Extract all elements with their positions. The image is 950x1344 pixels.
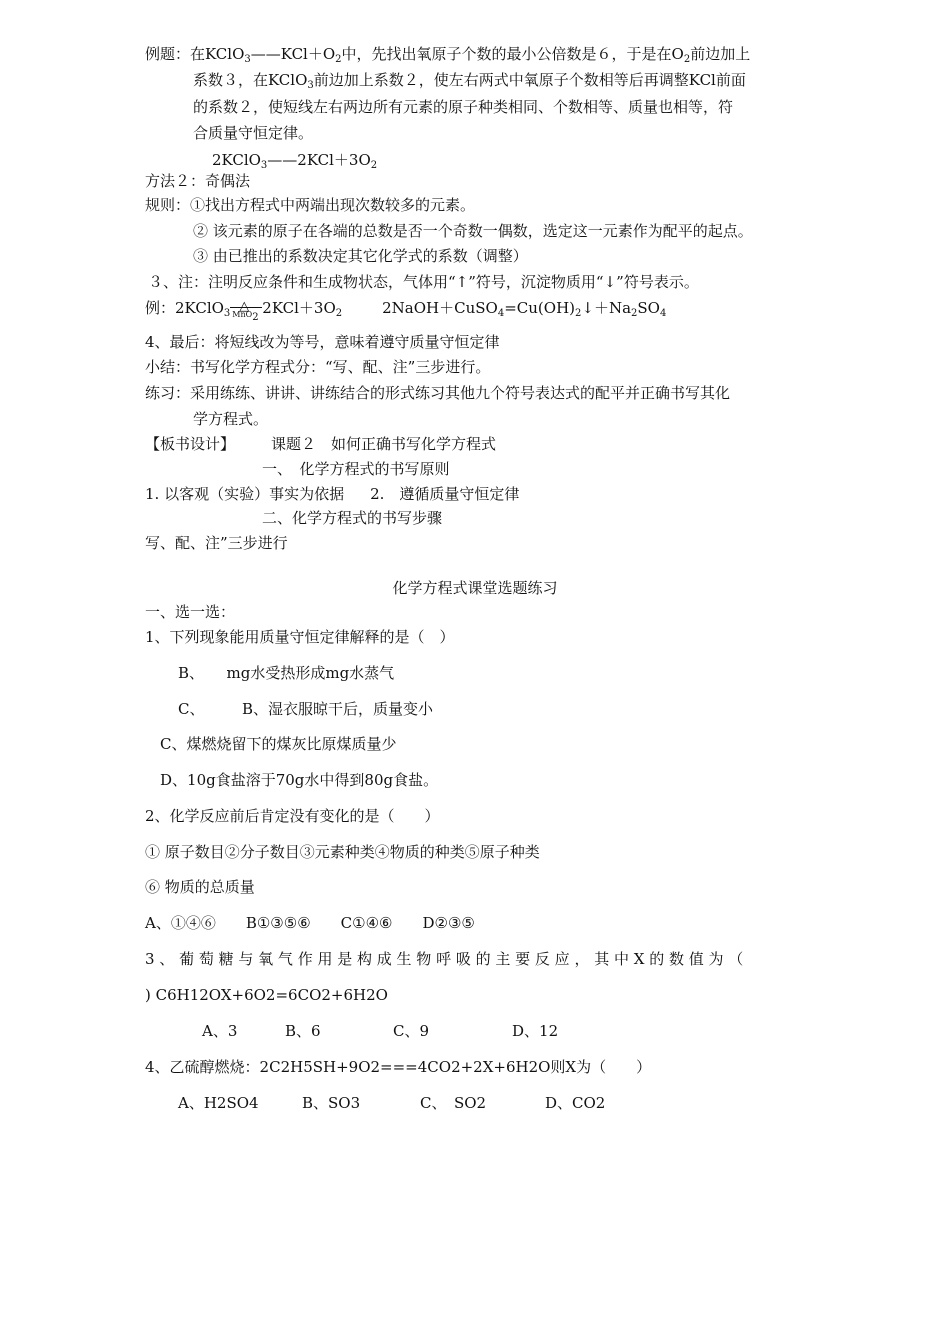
option: C、9 bbox=[393, 1022, 430, 1040]
text-line: ⑥ 物质的总质量 bbox=[145, 878, 255, 896]
equation: 例：2KClO$_3$ △ MnO$_2$ $2KCl+3O_2$ $2NaOH+CuSO_4=Cu(OH)_2↓+Na_2SO_4$ bbox=[145, 299, 667, 323]
text-line: 1. 以客观（实验）事实为依据 2. 遵循质量守恒定律 bbox=[145, 485, 520, 503]
option: D、12 bbox=[512, 1022, 559, 1040]
text-line: 学方程式。 bbox=[193, 410, 269, 428]
option: B、 mg水受热形成mg水蒸气 bbox=[178, 664, 395, 682]
board-design-heading: 【板书设计】 课题２ 如何正确书写化学方程式 bbox=[145, 435, 497, 453]
text-line: 练习：采用练练、讲讲、讲练结合的形式练习其他九个符号表达式的配平并正确书写其化 bbox=[145, 384, 731, 402]
option: C、 B、湿衣服晾干后，质量变小 bbox=[178, 700, 434, 718]
option: B、6 bbox=[285, 1022, 321, 1040]
text-line: 系数３，在KClO$_3$前边加上系数２，使左右两式中氧原子个数相等后再调整KCl前面 bbox=[193, 71, 746, 91]
text-line: ３、注：注明反应条件和生成物状态，气体用“↑”符号，沉淀物质用“↓”符号表示。 bbox=[148, 273, 699, 291]
option: A、H2SO4 bbox=[178, 1094, 259, 1112]
text-line: 二、化学方程式的书写步骤 bbox=[262, 509, 443, 527]
exercise-title: 化学方程式课堂选题练习 bbox=[392, 579, 558, 597]
text-line: 一、 化学方程式的书写原则 bbox=[262, 460, 450, 478]
section-heading: 一、选一选： bbox=[145, 603, 236, 621]
question-3: 3 、 葡 萄 糖 与 氧 气 作 用 是 构 成 生 物 呼 吸 的 主 要 反 应 ， 其 中 X 的 数 值 为 （ bbox=[145, 950, 744, 968]
option: C、 SO2 bbox=[420, 1094, 487, 1112]
text-line: 例题：在$KClO_3——KCl+O_2$中，先找出氧原子个数的最小公倍数是６，于是在$O_2$前边加上 bbox=[145, 45, 751, 65]
text-line: 小结：书写化学方程式分：“写、配、注”三步进行。 bbox=[145, 358, 491, 376]
equation: $2KClO_3——2KCl+3O_2$ bbox=[212, 151, 378, 171]
text-line: ② 该元素的原子在各端的总数是否一个奇数一偶数，选定这一元素作为配平的起点。 bbox=[193, 222, 753, 240]
text-line: 规则：①找出方程式中两端出现次数较多的元素。 bbox=[145, 196, 476, 214]
option: C、煤燃烧留下的煤灰比原煤质量少 bbox=[160, 735, 397, 753]
option: D、10g食盐溶于70g水中得到80g食盐。 bbox=[160, 771, 439, 789]
text-line: 的系数２，使短线左右两边所有元素的原子种类相同、个数相等、质量也相等，符 bbox=[193, 98, 734, 116]
text-line: 方法２：奇偶法 bbox=[145, 172, 251, 190]
options-line: A、①④⑥ B①③⑤⑥ C①④⑥ D②③⑤ bbox=[145, 914, 475, 932]
question-4: 4、乙硫醇燃烧：2C2H5SH+9O2===4CO2+2X+6H2O则X为（ ） bbox=[145, 1058, 652, 1076]
option: D、CO2 bbox=[545, 1094, 606, 1112]
text-line: 4、最后：将短线改为等号，意味着遵守质量守恒定律 bbox=[145, 333, 500, 351]
equation: ) C6H12OX+6O2=6CO2+6H2O bbox=[145, 986, 388, 1004]
text-line: 合质量守恒定律。 bbox=[193, 124, 314, 142]
question-1: 1、下列现象能用质量守恒定律解释的是（ ） bbox=[145, 628, 455, 646]
text-line: ① 原子数目②分子数目③元素种类④物质的种类⑤原子种类 bbox=[145, 843, 540, 861]
text-line: 写、配、注”三步进行 bbox=[145, 534, 288, 552]
text-line: ③ 由已推出的系数决定其它化学式的系数（调整） bbox=[193, 247, 528, 265]
condition-mark: △ MnO$_2$ bbox=[230, 299, 262, 313]
question-2: 2、化学反应前后肯定没有变化的是（ ） bbox=[145, 807, 440, 825]
option: B、SO3 bbox=[302, 1094, 361, 1112]
option: A、3 bbox=[202, 1022, 238, 1040]
